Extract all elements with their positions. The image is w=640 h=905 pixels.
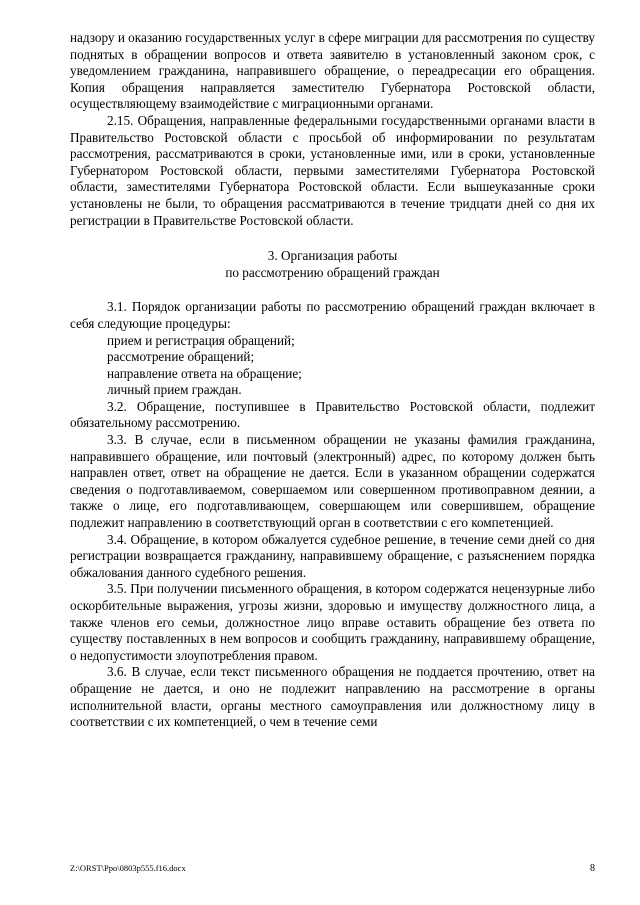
paragraph-3-1: 3.1. Порядок организации работы по рассмотрению обращений граждан включает в себя следующие процедуры:	[70, 299, 595, 331]
paragraph-3-3: 3.3. В случае, если в письменном обращении не указаны фамилия гражданина, направившего обращение, или почтовый (электронный) адрес, по которому должен быть направлен ответ, ответ на обращение не дается. Если в указанном обращении содержатся сведения о подготавливаемом, совершаемом или совершенном противоправном деянии, а также о лице, его подготавливающем, совершающем или совершившем, обращение подлежит направлению в соответствующий орган в соответствии с его компетенцией.	[70, 432, 595, 531]
paragraph-3-2: 3.2. Обращение, поступившее в Правительство Ростовской области, подлежит обязательному рассмотрению.	[70, 398, 595, 431]
page-number: 8	[590, 863, 595, 874]
document-page	[70, 30, 595, 731]
paragraph-2-15: 2.15. Обращения, направленные федеральными государственными органами власти в Правительство Ростовской области с просьбой об информировании по результатам рассмотрения, рассматриваются в сроки, установленные ими, или в сроки, установленные Губернатором Ростовской области, первыми заместителями Губернатора Ростовской области, заместителями Губернатора Ростовской области. Если вышеуказанные сроки установлены не были, то обращения рассматриваются в течение тридцати дней со дня их регистрации в Правительстве Ростовской области.	[70, 112, 595, 228]
procedure-item: рассмотрение обращений;	[107, 349, 255, 365]
procedure-item: личный прием граждан.	[107, 382, 242, 398]
paragraph-3-4: 3.4. Обращение, в котором обжалуется судебное решение, в течение семи дней со дня регистрации возвращается гражданину, направившему обращение, с разъяснением порядка обжалования данного судебного решения.	[70, 531, 595, 580]
page-footer	[70, 863, 595, 874]
paragraph-3-5: 3.5. При получении письменного обращения, в котором содержатся нецензурные либо оскорбительные выражения, угрозы жизни, здоровью и имуществу должностного лица, а также членов его семьи, должностное лицо вправе оставить обращение без ответа по существу поставленных в нем вопросов и сообщить гражданину, направившему обращение, о недопустимости злоупотребления правом.	[70, 581, 595, 663]
procedure-item: прием и регистрация обращений;	[107, 332, 295, 348]
paragraph-continuation: надзору и оказанию государственных услуг в сфере миграции для рассмотрения по существу поднятых в обращении вопросов и ответа заявителю в установленный законом срок, с уведомлением гражданина, направившего обращение, о переадресации его обращения. Копия обращения направляется заместителю Губернатора Ростовской области, осуществляющему взаимодействие с миграционными органами.	[70, 30, 595, 112]
paragraph-3-6: 3.6. В случае, если текст письменного обращения не поддается прочтению, ответ на обращение не дается, и оно не подлежит направлению на рассмотрение в органы исполнительной власти, органы местного самоуправления или должностному лицу в соответствии с их компетенцией, о чем в течение семи	[70, 664, 595, 730]
procedure-item: направление ответа на обращение;	[107, 365, 302, 381]
file-path: Z:\ORST\Ppo\0803p555.f16.docx	[70, 863, 186, 873]
section-title-line1: 3. Организация работы	[267, 248, 398, 264]
section-title-line2: по рассмотрению обращений граждан	[225, 264, 440, 280]
